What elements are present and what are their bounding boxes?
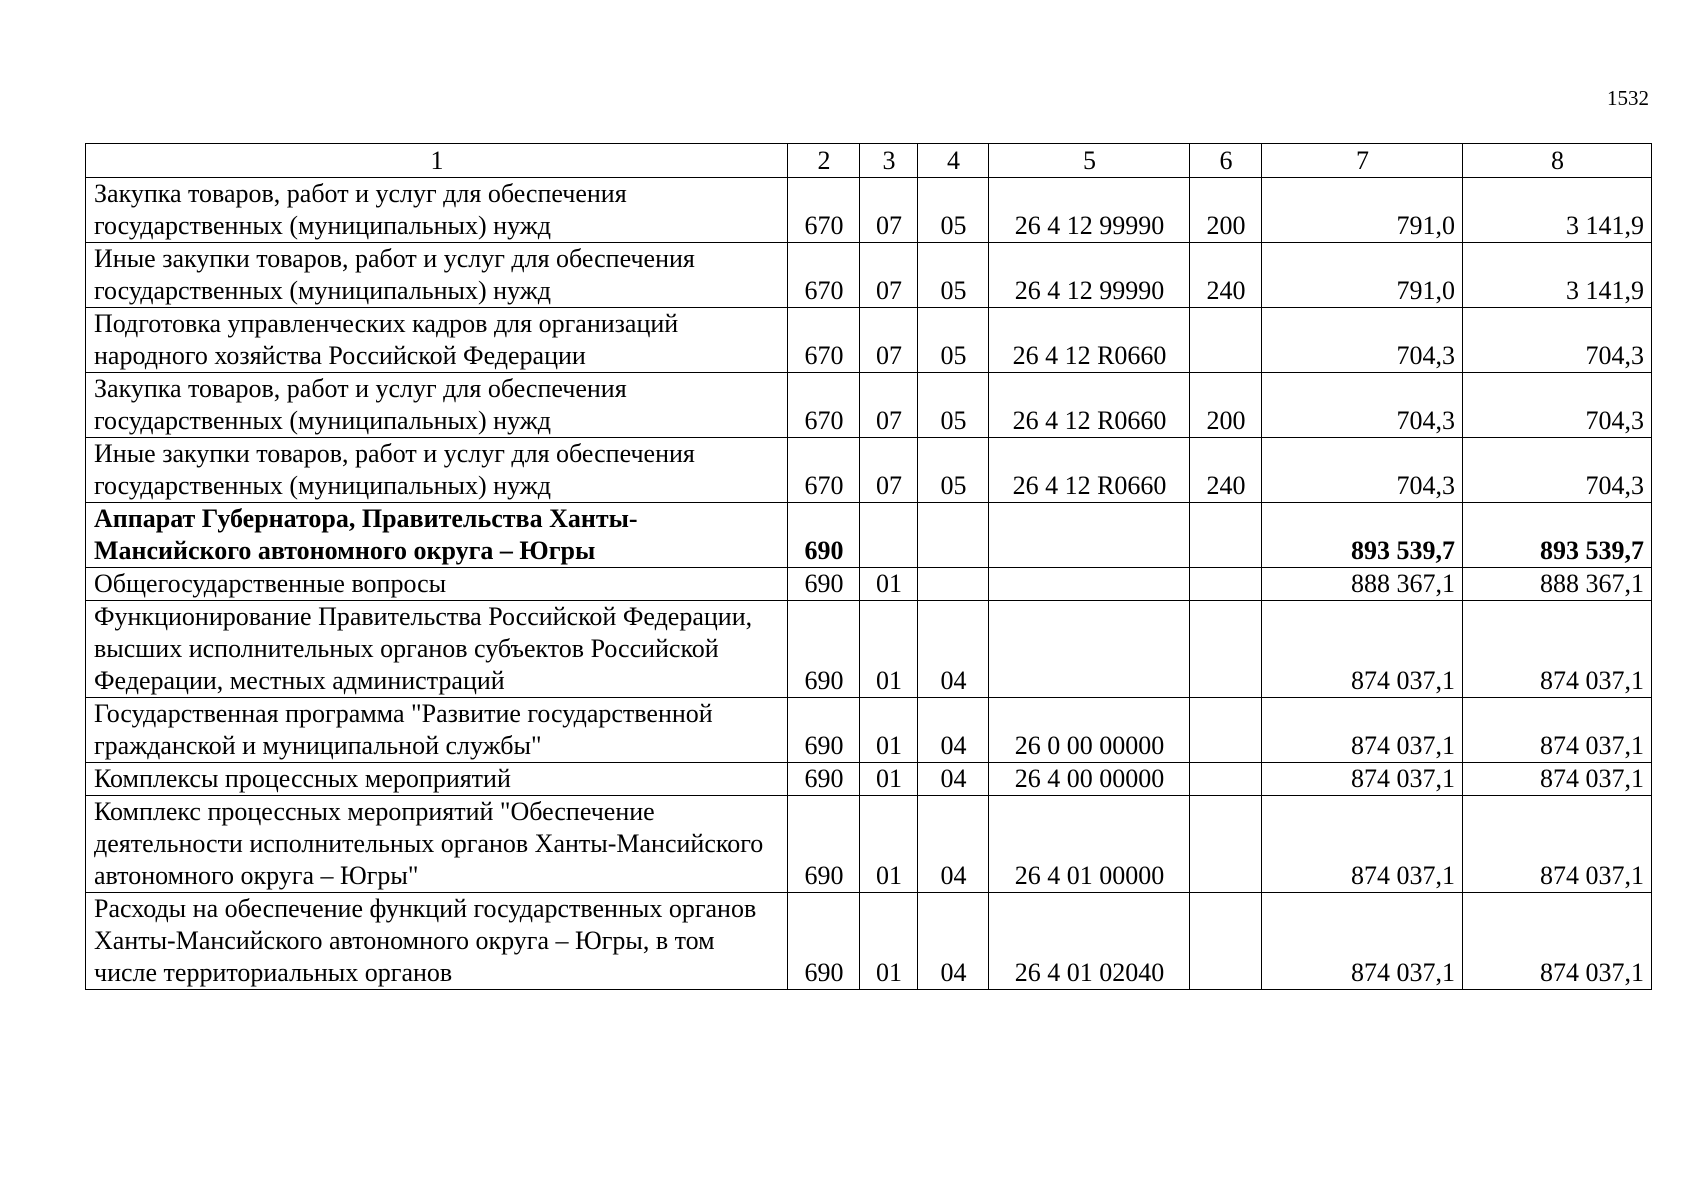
- ved-cell: 690: [788, 763, 860, 796]
- rz-cell: 07: [860, 308, 918, 373]
- row-name: Комплексы процессных мероприятий: [86, 763, 788, 796]
- header-cell: 4: [918, 144, 989, 178]
- row-name: Иные закупки товаров, работ и услуг для обеспечения государственных (муниципальных) нужд: [86, 243, 788, 308]
- pr-cell: 05: [918, 438, 989, 503]
- row-name: Государственная программа "Развитие государственной гражданской и муниципальной службы": [86, 698, 788, 763]
- vr-cell: [1190, 796, 1262, 893]
- table-row: [86, 763, 1652, 796]
- table-row: [86, 243, 1652, 308]
- ved-cell: 670: [788, 373, 860, 438]
- vr-cell: 240: [1190, 243, 1262, 308]
- sum2-cell: 874 037,1: [1463, 601, 1652, 698]
- header-cell: 5: [989, 144, 1190, 178]
- csr-cell: 26 4 12 R0660: [989, 438, 1190, 503]
- sum2-cell: 704,3: [1463, 373, 1652, 438]
- row-name: Подготовка управленческих кадров для организаций народного хозяйства Российской Федерации: [86, 308, 788, 373]
- sum1-cell: 874 037,1: [1262, 698, 1463, 763]
- pr-cell: 04: [918, 698, 989, 763]
- table-row: [86, 796, 1652, 893]
- pr-cell: 04: [918, 763, 989, 796]
- ved-cell: 670: [788, 178, 860, 243]
- row-name: Закупка товаров, работ и услуг для обеспечения государственных (муниципальных) нужд: [86, 373, 788, 438]
- rz-cell: 07: [860, 243, 918, 308]
- pr-cell: 05: [918, 243, 989, 308]
- csr-cell: 26 4 01 02040: [989, 893, 1190, 990]
- pr-cell: 05: [918, 178, 989, 243]
- rz-cell: 01: [860, 796, 918, 893]
- rz-cell: 01: [860, 568, 918, 601]
- header-cell: 8: [1463, 144, 1652, 178]
- vr-cell: [1190, 698, 1262, 763]
- sum1-cell: 791,0: [1262, 178, 1463, 243]
- rz-cell: 01: [860, 601, 918, 698]
- row-name: Закупка товаров, работ и услуг для обеспечения государственных (муниципальных) нужд: [86, 178, 788, 243]
- sum2-cell: 893 539,7: [1463, 503, 1652, 568]
- sum1-cell: 791,0: [1262, 243, 1463, 308]
- table-row: [86, 178, 1652, 243]
- header-cell: 2: [788, 144, 860, 178]
- table-row-section: [86, 503, 1652, 568]
- vr-cell: [1190, 503, 1262, 568]
- ved-cell: 690: [788, 698, 860, 763]
- vr-cell: 200: [1190, 373, 1262, 438]
- csr-cell: 26 4 01 00000: [989, 796, 1190, 893]
- table-row: [86, 438, 1652, 503]
- page-number: 1532: [1607, 86, 1649, 110]
- rz-cell: [860, 503, 918, 568]
- rz-cell: 07: [860, 178, 918, 243]
- vr-cell: [1190, 601, 1262, 698]
- rz-cell: 07: [860, 373, 918, 438]
- csr-cell: 26 4 12 R0660: [989, 373, 1190, 438]
- row-name: Общегосударственные вопросы: [86, 568, 788, 601]
- table-row: [86, 893, 1652, 990]
- row-name: Функционирование Правительства Российской Федерации, высших исполнительных органов субъектов Российской Федерации, местных администраций: [86, 601, 788, 698]
- rz-cell: 01: [860, 698, 918, 763]
- sum1-cell: 874 037,1: [1262, 601, 1463, 698]
- sum2-cell: 874 037,1: [1463, 763, 1652, 796]
- table-row: [86, 308, 1652, 373]
- sum2-cell: 888 367,1: [1463, 568, 1652, 601]
- csr-cell: [989, 568, 1190, 601]
- table-row: [86, 568, 1652, 601]
- ved-cell: 690: [788, 601, 860, 698]
- sum1-cell: 704,3: [1262, 308, 1463, 373]
- row-name: Комплекс процессных мероприятий "Обеспечение деятельности исполнительных органов Ханты-Мансийского автономного округа – Югры": [86, 796, 788, 893]
- sum2-cell: 874 037,1: [1463, 698, 1652, 763]
- pr-cell: 05: [918, 308, 989, 373]
- ved-cell: 690: [788, 893, 860, 990]
- table-row: [86, 698, 1652, 763]
- vr-cell: [1190, 308, 1262, 373]
- pr-cell: 04: [918, 796, 989, 893]
- csr-cell: 26 4 00 00000: [989, 763, 1190, 796]
- rz-cell: 01: [860, 763, 918, 796]
- sum2-cell: 704,3: [1463, 438, 1652, 503]
- header-cell: 7: [1262, 144, 1463, 178]
- sum2-cell: 3 141,9: [1463, 243, 1652, 308]
- sum1-cell: 704,3: [1262, 438, 1463, 503]
- sum1-cell: 704,3: [1262, 373, 1463, 438]
- table-row: [86, 373, 1652, 438]
- sum2-cell: 704,3: [1463, 308, 1652, 373]
- sum1-cell: 888 367,1: [1262, 568, 1463, 601]
- csr-cell: [989, 601, 1190, 698]
- pr-cell: 05: [918, 373, 989, 438]
- csr-cell: 26 4 12 R0660: [989, 308, 1190, 373]
- csr-cell: 26 4 12 99990: [989, 243, 1190, 308]
- ved-cell: 690: [788, 503, 860, 568]
- table-row: [86, 601, 1652, 698]
- ved-cell: 670: [788, 243, 860, 308]
- vr-cell: [1190, 568, 1262, 601]
- header-row: [86, 144, 1652, 178]
- csr-cell: [989, 503, 1190, 568]
- vr-cell: [1190, 763, 1262, 796]
- sum1-cell: 874 037,1: [1262, 796, 1463, 893]
- ved-cell: 690: [788, 796, 860, 893]
- pr-cell: [918, 503, 989, 568]
- sum1-cell: 874 037,1: [1262, 763, 1463, 796]
- row-name: Иные закупки товаров, работ и услуг для обеспечения государственных (муниципальных) нужд: [86, 438, 788, 503]
- sum2-cell: 3 141,9: [1463, 178, 1652, 243]
- vr-cell: [1190, 893, 1262, 990]
- csr-cell: 26 0 00 00000: [989, 698, 1190, 763]
- sum2-cell: 874 037,1: [1463, 796, 1652, 893]
- header-cell: 1: [86, 144, 788, 178]
- csr-cell: 26 4 12 99990: [989, 178, 1190, 243]
- ved-cell: 690: [788, 568, 860, 601]
- row-name: Расходы на обеспечение функций государственных органов Ханты-Мансийского автономного округа – Югры, в том числе территориальных органов: [86, 893, 788, 990]
- budget-table: [85, 143, 1652, 990]
- header-cell: 3: [860, 144, 918, 178]
- vr-cell: 200: [1190, 178, 1262, 243]
- rz-cell: 07: [860, 438, 918, 503]
- rz-cell: 01: [860, 893, 918, 990]
- sum1-cell: 893 539,7: [1262, 503, 1463, 568]
- header-cell: 6: [1190, 144, 1262, 178]
- pr-cell: [918, 568, 989, 601]
- row-name: Аппарат Губернатора, Правительства Ханты-Мансийского автономного округа – Югры: [86, 503, 788, 568]
- pr-cell: 04: [918, 601, 989, 698]
- sum1-cell: 874 037,1: [1262, 893, 1463, 990]
- ved-cell: 670: [788, 308, 860, 373]
- ved-cell: 670: [788, 438, 860, 503]
- vr-cell: 240: [1190, 438, 1262, 503]
- pr-cell: 04: [918, 893, 989, 990]
- sum2-cell: 874 037,1: [1463, 893, 1652, 990]
